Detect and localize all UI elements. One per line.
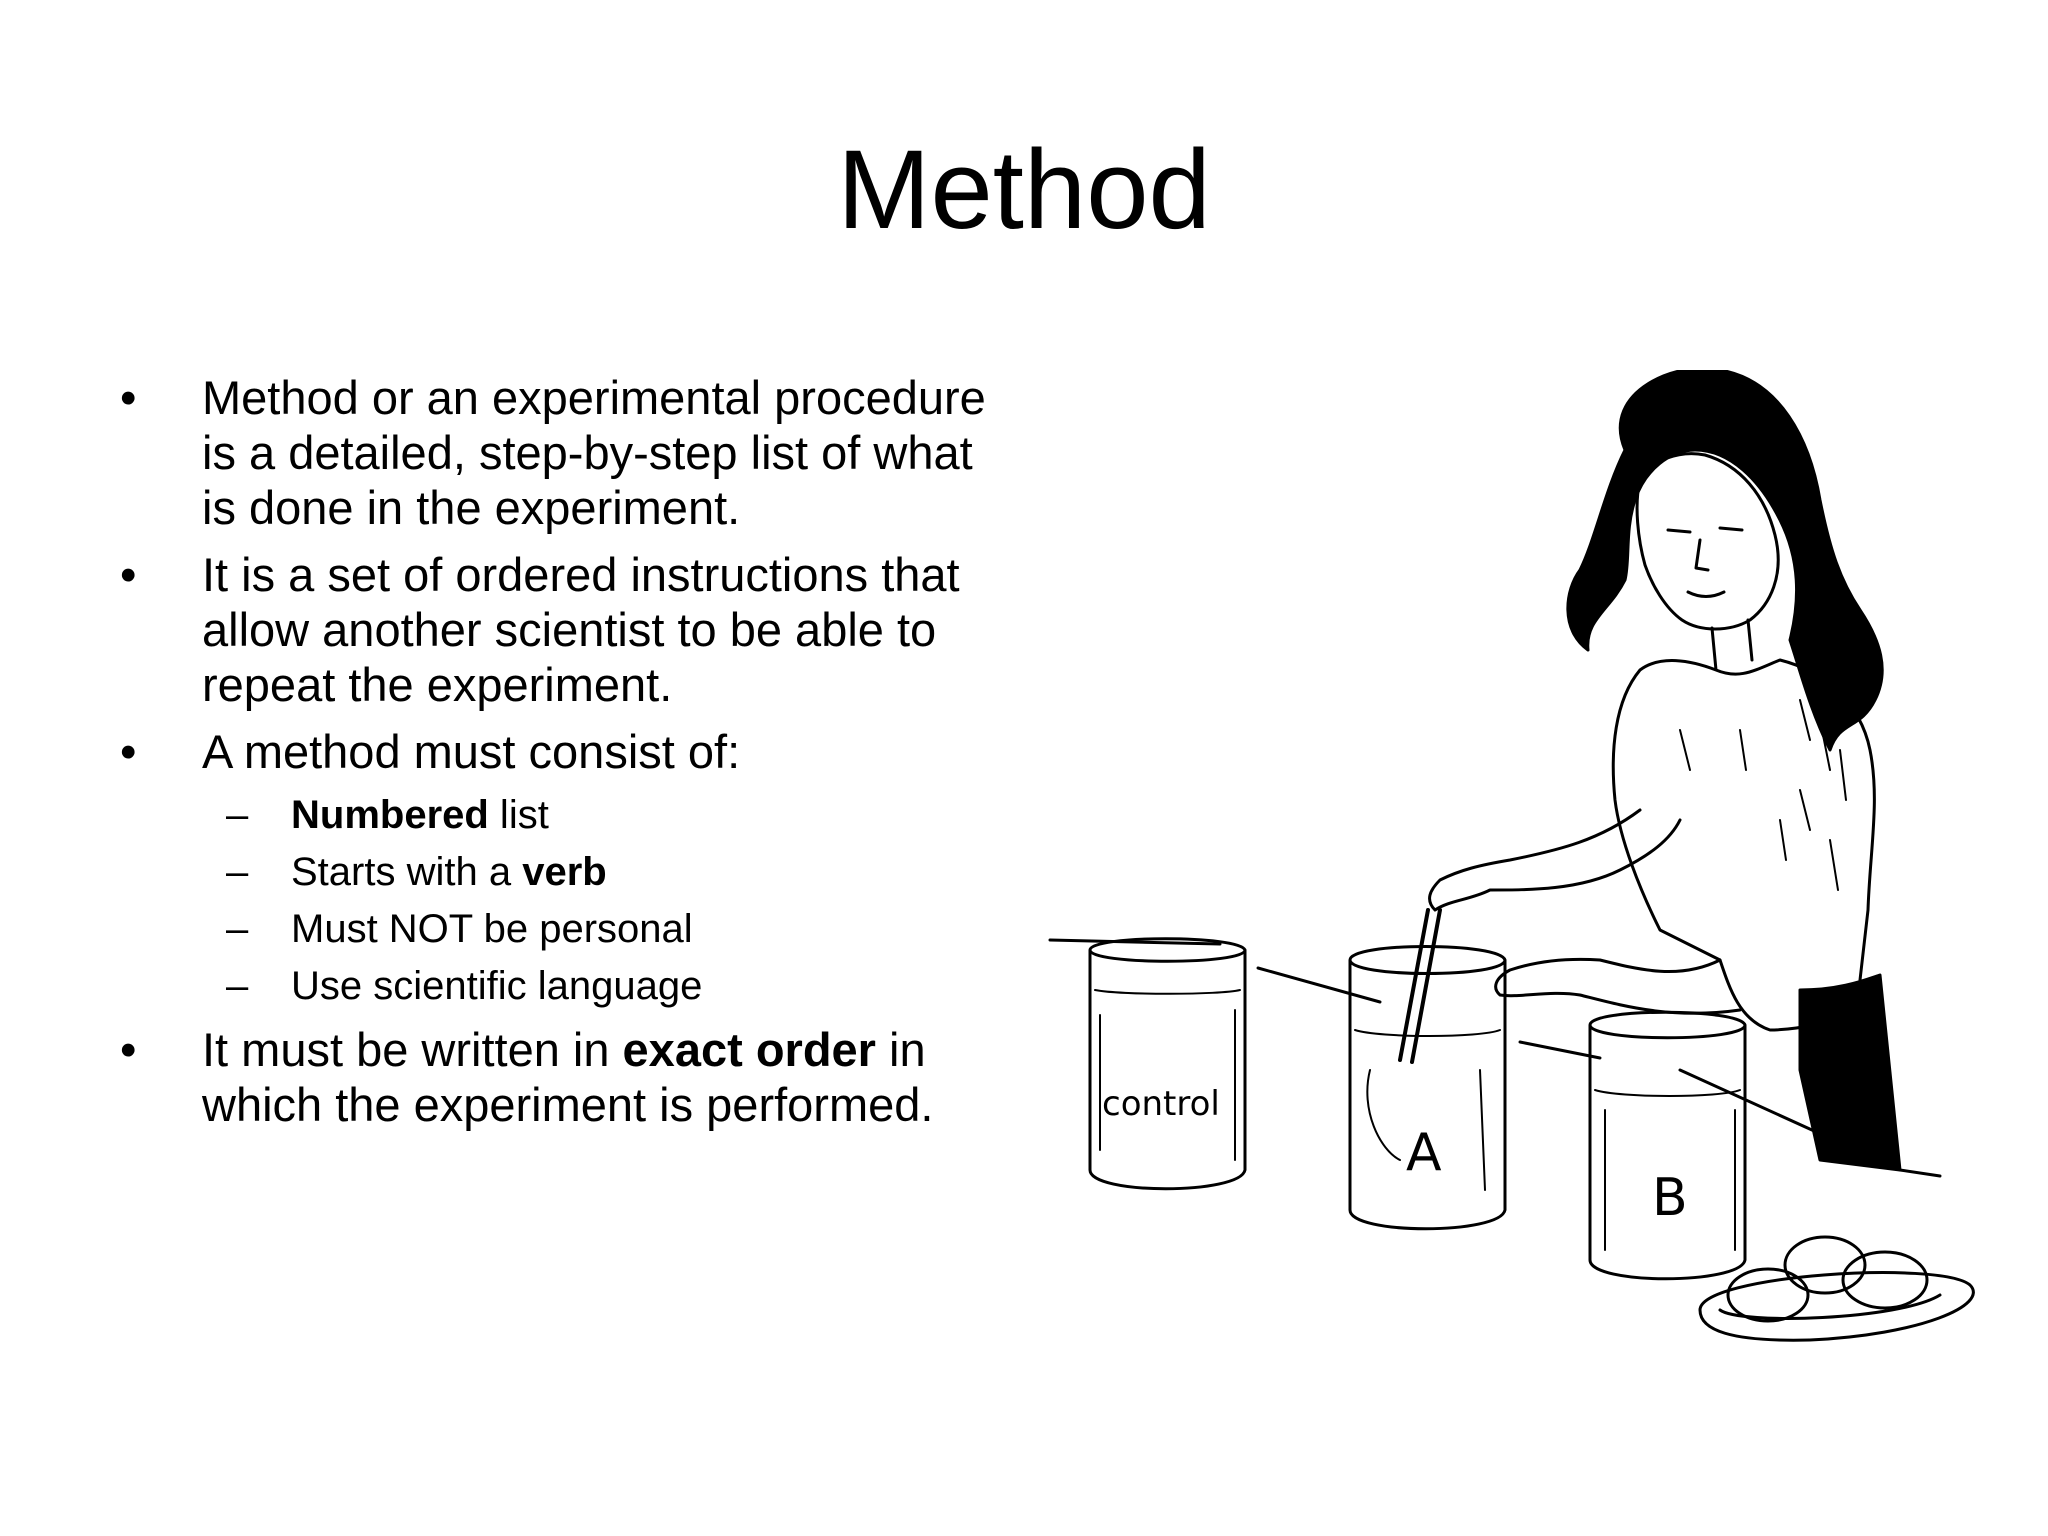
bullet-list (120, 370, 1000, 1144)
bullet-text-end: in which the experiment is performed. (202, 1023, 934, 1131)
egg (1785, 1237, 1865, 1293)
girl-eyes (1668, 528, 1742, 532)
jar-label-a: A (1406, 1123, 1442, 1183)
bullet-text: A method must consist of: (202, 725, 741, 778)
bullet-marker: • (120, 548, 137, 601)
sub-bullet-text: list (488, 793, 549, 837)
girl-arm-right (1496, 959, 1740, 1013)
sub-bullet-text: Use scientific language (291, 964, 703, 1008)
dash-marker: – (226, 850, 249, 894)
dash-marker: – (226, 907, 249, 951)
bullet-marker: • (120, 371, 137, 424)
bullet-item (120, 1022, 1000, 1132)
sub-bullet-item (120, 791, 1000, 839)
jar-label-b: B (1652, 1168, 1688, 1228)
girl-hair (1568, 370, 1882, 750)
stirring-rod (1400, 910, 1440, 1062)
sub-bullet-item (120, 848, 1000, 896)
bullet-text: Method or an experimental procedure is a detailed, step-by-step list of what is done in the experiment. (202, 371, 986, 534)
jar-b (1590, 1012, 1745, 1279)
bullet-item (120, 547, 1000, 712)
girl-mouth (1688, 592, 1724, 597)
sub-bullet-text: Must NOT be personal (291, 907, 693, 951)
sub-bullet-item (120, 905, 1000, 953)
plate (1700, 1273, 1973, 1341)
dash-marker: – (226, 793, 249, 837)
bullet-marker: • (120, 1023, 137, 1076)
girl-skirt (1800, 975, 1900, 1170)
sub-bullet-bold: verb (522, 850, 607, 894)
bullet-text: It must be written in (202, 1023, 623, 1076)
jar-control (1090, 939, 1245, 1189)
sub-bullet-list (120, 791, 1000, 1010)
dash-marker: – (226, 964, 249, 1008)
sub-bullet-item (120, 962, 1000, 1010)
egg (1728, 1269, 1808, 1321)
experiment-illustration (1040, 370, 1980, 1380)
egg (1843, 1252, 1927, 1308)
bullet-item (120, 370, 1000, 535)
bullet-text: It is a set of ordered instructions that allow another scientist to be able to repeat the experiment. (202, 548, 960, 711)
bullet-marker: • (120, 725, 137, 778)
bullet-bold: exact order (622, 1023, 876, 1076)
jar-label-control: control (1102, 1084, 1220, 1124)
sub-bullet-bold: Numbered (291, 793, 489, 837)
jar-control-water (1095, 990, 1240, 1160)
sub-bullet-text: Starts with a (291, 850, 523, 894)
bullet-item (120, 724, 1000, 779)
slide-title: Method (837, 127, 1211, 252)
girl-nose (1696, 540, 1708, 570)
shirt-hatching (1680, 700, 1846, 890)
